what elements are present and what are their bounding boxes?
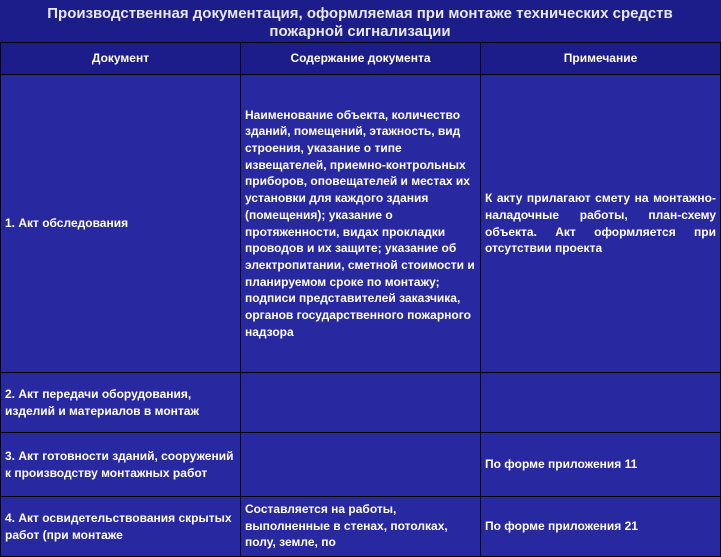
header-document: Документ xyxy=(1,43,241,75)
documentation-table xyxy=(0,42,721,557)
table-header-row xyxy=(1,43,721,75)
cell-document: 1. Акт обследования xyxy=(1,75,241,373)
cell-content xyxy=(241,373,481,433)
cell-note: По форме приложения 21 xyxy=(481,497,721,557)
page-title xyxy=(0,0,720,42)
cell-note: По форме приложения 11 xyxy=(481,433,721,497)
cell-note: К акту прилагают смету на монтажно-наладочные работы, план-схему объекта. Акт оформляется при отсутствии проекта xyxy=(481,75,721,373)
page-title-line2: пожарной сигнализации xyxy=(269,23,451,40)
cell-document: 2. Акт передачи оборудования, изделий и материалов в монтаж xyxy=(1,373,241,433)
cell-content: Составляется на работы, выполненные в стенах, потолках, полу, земле, по xyxy=(241,497,481,557)
cell-document: 4. Акт освидетельствования скрытых работ (при монтаже xyxy=(1,497,241,557)
table-row xyxy=(1,373,721,433)
cell-content xyxy=(241,433,481,497)
cell-note xyxy=(481,373,721,433)
page-title-line1: Производственная документация, оформляемая при монтаже технических средств xyxy=(47,5,673,22)
header-note: Примечание xyxy=(481,43,721,75)
cell-document: 3. Акт готовности зданий, сооружений к производству монтажных работ xyxy=(1,433,241,497)
table-row xyxy=(1,75,721,373)
table-row xyxy=(1,497,721,557)
cell-content: Наименование объекта, количество зданий, помещений, этажность, вид строения, указание о типе извещателей, приемно-контрольных приборов, оповещателей и местах их установки для каждого здания (помещения); указание о протяженности, видах прокладки проводов и их защите; указание об электропитании, сметной стоимости и планируемом сроке по монтажу; подписи представителей заказчика, органов государственного пожарного надзора xyxy=(241,75,481,373)
header-content: Содержание документа xyxy=(241,43,481,75)
table-row xyxy=(1,433,721,497)
